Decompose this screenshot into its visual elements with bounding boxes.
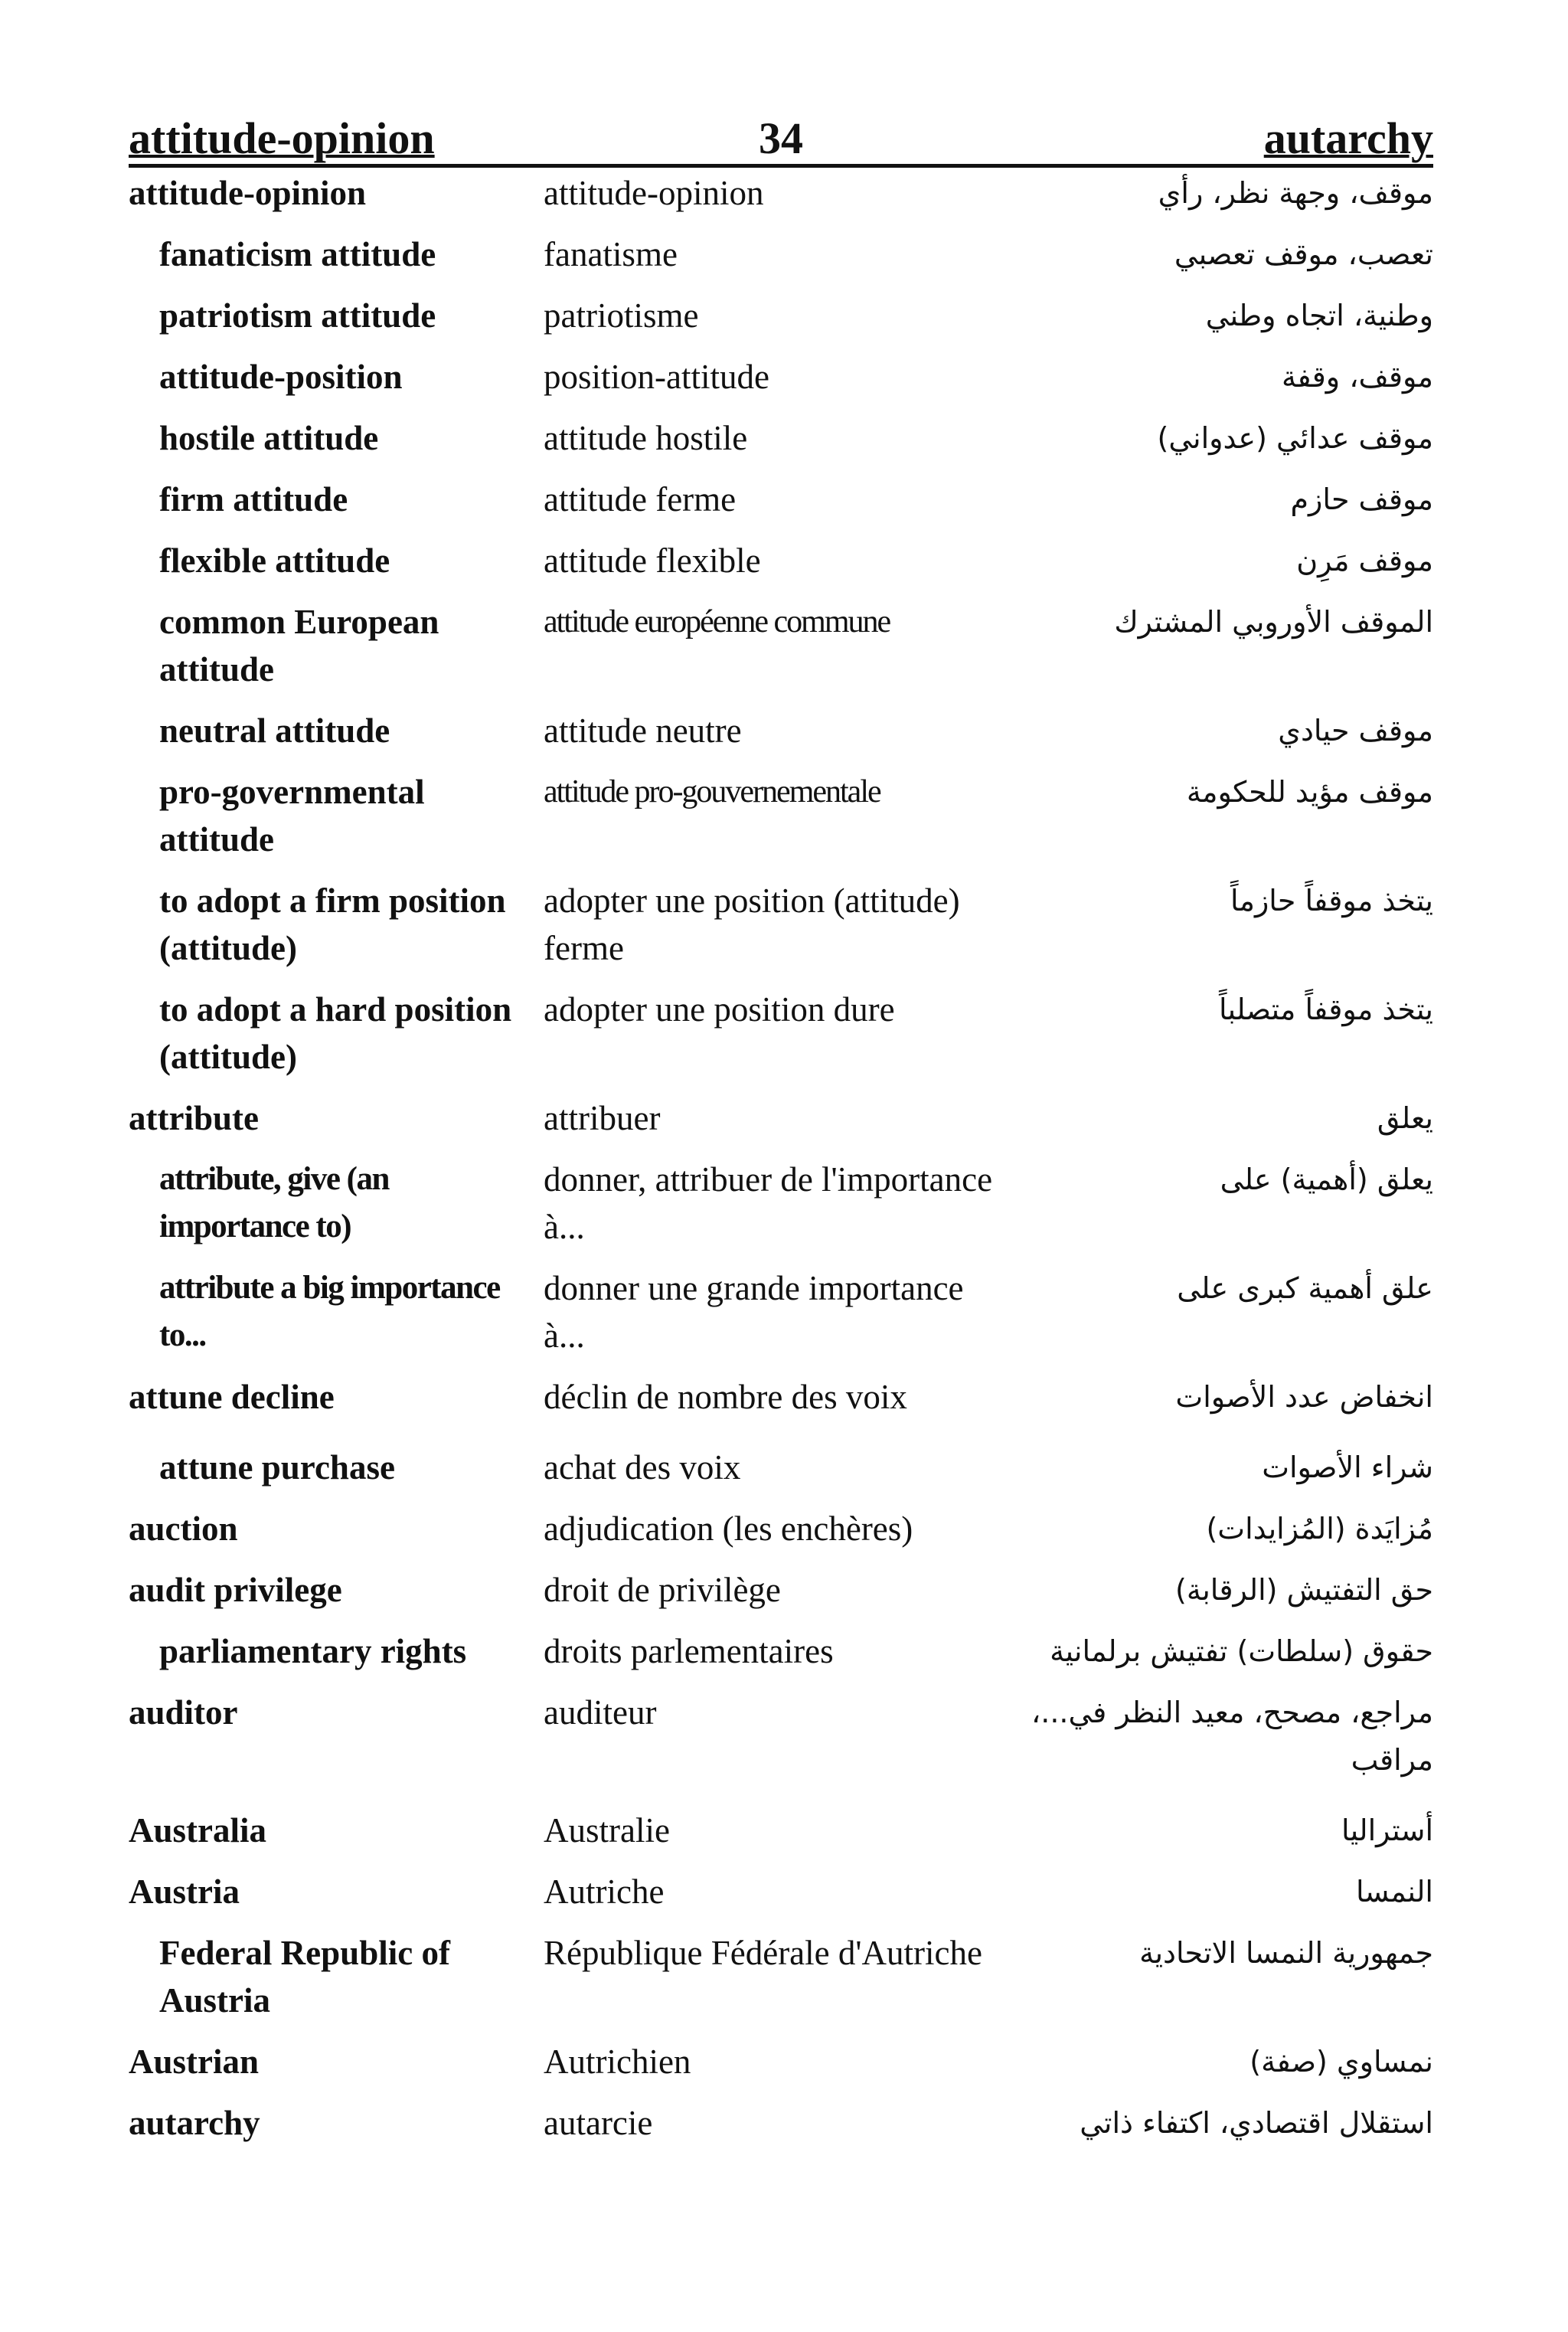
page-number: 34 — [759, 113, 803, 163]
header-last-word: autarchy — [1263, 113, 1433, 163]
entry-english: Australia — [129, 1811, 266, 1850]
entry-french: auditeur — [544, 1693, 657, 1732]
entry-arabic: موقف مَرِن — [1296, 544, 1433, 577]
entry-french: attitude neutre — [544, 711, 742, 750]
entry-arabic: نمساوي (صفة) — [1250, 2045, 1433, 2079]
entry-english: firm attitude — [159, 480, 348, 518]
entry-arabic: جمهورية النمسا الاتحادية — [1139, 1936, 1433, 1970]
entry-english: flexible attitude — [159, 541, 390, 580]
entry-english: attune purchase — [159, 1448, 395, 1487]
entry-french: Australie — [544, 1811, 670, 1850]
entry-list — [129, 169, 1433, 2147]
entry-french: fanatisme — [544, 235, 678, 273]
entry-patriotism-attitude — [129, 292, 1433, 339]
entry-arabic: حق التفتيش (الرقابة) — [1175, 1573, 1433, 1607]
entry-arabic: موقف، وجهة نظر، رأي — [1158, 176, 1433, 210]
entry-french: adopter une position (attitude) ferme — [544, 881, 960, 967]
entry-fanaticism-attitude — [129, 231, 1433, 278]
entry-arabic: يتخذ موقفاً متصلباً — [1218, 993, 1433, 1026]
entry-pro-governmental-attitude — [129, 768, 1433, 863]
entry-french: attitude ferme — [544, 480, 737, 518]
entry-australia — [129, 1807, 1433, 1854]
entry-english: attribute, give (an importance to) — [159, 1161, 389, 1244]
entry-attribute-give — [129, 1156, 1433, 1251]
entry-french: patriotisme — [544, 296, 699, 335]
entry-english: audit privilege — [129, 1571, 342, 1609]
entry-parliamentary-rights — [129, 1627, 1433, 1675]
entry-arabic: يتخذ موقفاً حازماً — [1230, 884, 1433, 917]
entry-adopt-hard-position — [129, 986, 1433, 1081]
entry-arabic: موقف مؤيد للحكومة — [1186, 775, 1433, 809]
entry-adopt-firm-position — [129, 877, 1433, 972]
entry-auction — [129, 1505, 1433, 1552]
entry-french: attitude flexible — [544, 541, 761, 580]
entry-english: hostile attitude — [159, 419, 379, 457]
entry-arabic: انخفاض عدد الأصوات — [1175, 1380, 1433, 1414]
entry-hostile-attitude — [129, 414, 1433, 462]
entry-arabic: الموقف الأوروبي المشترك — [1114, 605, 1433, 639]
entry-federal-republic-austria — [129, 1929, 1433, 2024]
entry-english: neutral attitude — [159, 711, 390, 750]
entry-french: attitude pro-gouvernementale — [544, 774, 880, 809]
entry-attune-purchase — [129, 1444, 1433, 1491]
entry-firm-attitude — [129, 476, 1433, 523]
entry-arabic: علق أهمية كبرى على — [1177, 1271, 1433, 1305]
entry-english: pro-governmental attitude — [159, 773, 425, 859]
entry-flexible-attitude — [129, 537, 1433, 584]
entry-attribute — [129, 1094, 1433, 1142]
entry-english: Federal Republic of Austria — [159, 1934, 450, 2020]
entry-arabic: وطنية، اتجاه وطني — [1205, 299, 1433, 332]
entry-french: position-attitude — [544, 358, 769, 396]
entry-attitude-opinion — [129, 169, 1433, 217]
entry-french: achat des voix — [544, 1448, 741, 1487]
entry-french: attitude-opinion — [544, 174, 764, 212]
entry-arabic: مُزايَدة (المُزايدات) — [1206, 1512, 1433, 1545]
entry-arabic: شراء الأصوات — [1262, 1451, 1433, 1484]
entry-neutral-attitude — [129, 707, 1433, 754]
entry-arabic: موقف حيادي — [1278, 714, 1433, 747]
entry-english: parliamentary rights — [159, 1632, 467, 1670]
entry-french: droits parlementaires — [544, 1632, 834, 1670]
entry-english: to adopt a firm position (attitude) — [159, 881, 506, 967]
entry-english: attitude-position — [159, 358, 403, 396]
entry-austrian — [129, 2038, 1433, 2085]
entry-english: autarchy — [129, 2104, 260, 2142]
entry-english: Austrian — [129, 2043, 260, 2081]
entry-french: adjudication (les enchères) — [544, 1509, 913, 1548]
entry-french: donner, attribuer de l'importance à... — [544, 1160, 993, 1246]
entry-arabic: أستراليا — [1341, 1814, 1433, 1847]
entry-french: droit de privilège — [544, 1571, 781, 1609]
entry-arabic: حقوق (سلطات) تفتيش برلمانية — [1050, 1634, 1433, 1668]
entry-english: attribute a big importance to... — [159, 1270, 500, 1353]
entry-arabic: استقلال اقتصادي، اكتفاء ذاتي — [1080, 2106, 1433, 2140]
entry-french: adopter une position dure — [544, 990, 895, 1029]
entry-common-european-attitude — [129, 598, 1433, 693]
entry-arabic: النمسا — [1355, 1875, 1433, 1908]
entry-austria — [129, 1868, 1433, 1915]
entry-english: to adopt a hard position (attitude) — [159, 990, 512, 1076]
entry-french: attitude hostile — [544, 419, 748, 457]
entry-french: attitude européenne commune — [544, 604, 890, 639]
header-first-word: attitude-opinion — [129, 113, 435, 163]
entry-french: déclin de nombre des voix — [544, 1378, 907, 1416]
entry-attribute-big-importance — [129, 1264, 1433, 1359]
entry-arabic: موقف حازم — [1290, 482, 1433, 516]
entry-autarchy — [129, 2099, 1433, 2147]
entry-english: attribute — [129, 1099, 259, 1137]
entry-french: Autriche — [544, 1872, 665, 1911]
entry-french: République Fédérale d'Autriche — [544, 1934, 982, 1972]
entry-english: attitude-opinion — [129, 174, 367, 212]
entry-english: patriotism attitude — [159, 296, 436, 335]
entry-arabic: يعلق (أهمية) على — [1220, 1163, 1433, 1196]
entry-audit-privilege — [129, 1566, 1433, 1614]
entry-attitude-position — [129, 353, 1433, 401]
entry-arabic: موقف عدائي (عدواني) — [1157, 421, 1433, 455]
entry-english: auction — [129, 1509, 238, 1548]
entry-arabic: يعلق — [1377, 1101, 1433, 1135]
entry-french: donner une grande importance à... — [544, 1269, 964, 1355]
entry-english: fanaticism attitude — [159, 235, 436, 273]
dictionary-page — [129, 113, 1433, 2160]
entry-french: autarcie — [544, 2104, 653, 2142]
page-header — [129, 113, 1433, 168]
entry-auditor — [129, 1689, 1433, 1784]
entry-english: auditor — [129, 1693, 238, 1732]
entry-english: common European attitude — [159, 603, 439, 688]
entry-attune-decline — [129, 1373, 1433, 1421]
entry-arabic: تعصب، موقف تعصبي — [1174, 237, 1433, 271]
entry-english: attune decline — [129, 1378, 335, 1416]
entry-english: Austria — [129, 1872, 240, 1911]
entry-arabic: مراجع، مصحح، معيد النظر في...، مراقب — [1031, 1696, 1433, 1777]
entry-french: attribuer — [544, 1099, 661, 1137]
entry-arabic: موقف، وقفة — [1282, 360, 1433, 394]
entry-french: Autrichien — [544, 2043, 691, 2081]
